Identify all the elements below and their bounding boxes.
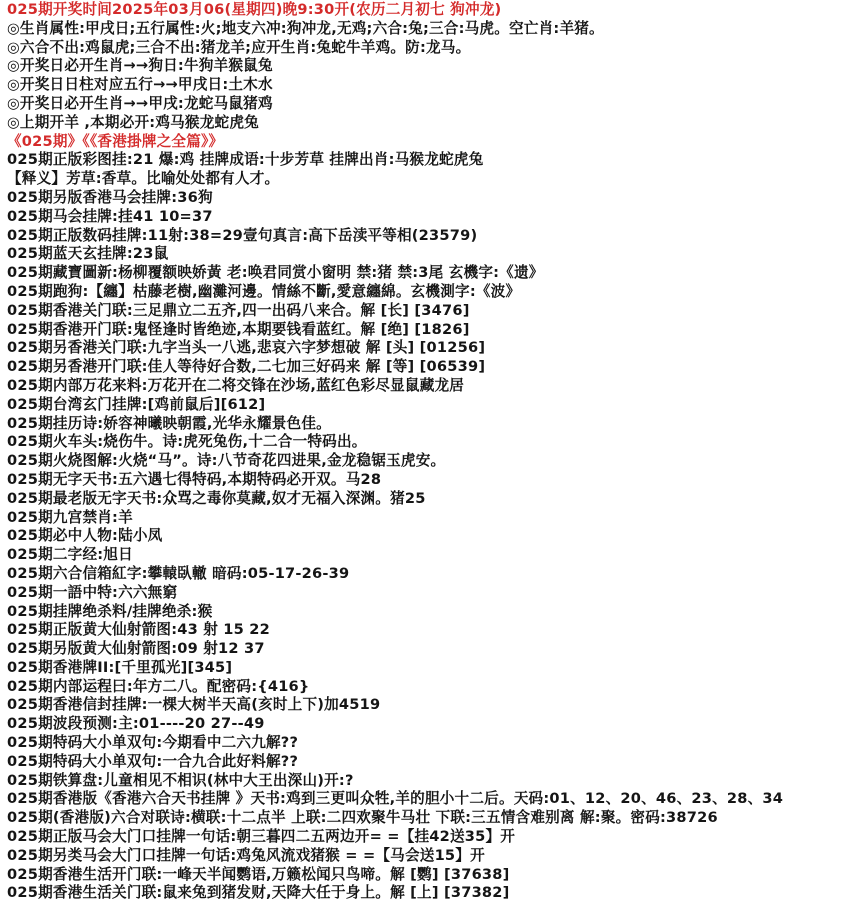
text-line: 025期挂牌绝杀料/挂牌绝杀:猴 bbox=[7, 602, 213, 620]
text-line: 025期另版香港马会挂牌:36狗 bbox=[7, 188, 213, 206]
text-line: 025期挂历诗:娇容神曦映朝霞,光华永耀景色佳。 bbox=[7, 414, 331, 432]
text-line: 【释义】芳草:香草。比喻处处都有人才。 bbox=[7, 170, 280, 188]
text-line: 025期火车头:烧伤牛。诗:虎死兔伤,十二合一特码出。 bbox=[7, 433, 367, 451]
text-line: 025期蓝天玄挂牌:23鼠 bbox=[7, 245, 169, 263]
text-line: 025期内部万花来料:万花开在二将交锋在沙场,蓝红色彩尽显鼠藏龙居 bbox=[7, 376, 465, 394]
text-line: 025期另香港开门联:佳人等待好合数,二七加三好码来 解 [等] [06539] bbox=[7, 358, 486, 376]
text-line: 025期另类马会大门口挂牌一句话:鸡兔风流戏猪猴 = =【马会送15】开 bbox=[7, 846, 485, 864]
text-line: 025期(香港版)六合对联诗:横联:十二点半 上联:二四欢聚牛马壮 下联:三五情含难别离 解:聚。密码:38726 bbox=[7, 809, 718, 827]
text-line: 025期九宫禁肖:羊 bbox=[7, 508, 133, 526]
text-line: 025期内部运程曰:年方二八。配密码:{416} bbox=[7, 677, 310, 695]
text-line: 025期正版数码挂牌:11射:38=29壹句真言:高下岳渎平等相(23579) bbox=[7, 226, 478, 244]
text-line: ◎上期开羊 ,本期必开:鸡马猴龙蛇虎兔 bbox=[7, 113, 259, 131]
text-line: 025期香港信封挂牌:一棵大树半天高(亥时上下)加4519 bbox=[7, 696, 381, 714]
text-line: 025期无字天书:五六遇七得特码,本期特码必开双。马28 bbox=[7, 470, 382, 488]
text-line: 025期香港版《香港六合天书挂牌 》天书:鸡到三更叫众牲,羊的胆小十二后。天码:01、12、20、46、23、28、34 bbox=[7, 790, 784, 808]
text-line: 025期跑狗:【纏】枯藤老樹,幽灘河邊。情絲不斷,愛意纏綿。玄機測字:《波》 bbox=[7, 282, 521, 300]
text-line: 025期香港开门联:鬼怪逢时皆绝迹,本期要钱看蓝红。解 [绝] [1826] bbox=[7, 320, 470, 338]
text-line: 025期必中人物:陆小凤 bbox=[7, 527, 163, 545]
text-line: 025期正版马会大门口挂牌一句话:朝三暮四二五两边开= =【挂42送35】开 bbox=[7, 828, 516, 846]
text-line: 025期铁算盘:儿童相见不相识(林中大王出深山)开:? bbox=[7, 771, 354, 789]
text-line: 025期正版黄大仙射箭图:43 射 15 22 bbox=[7, 621, 271, 639]
text-line: 025期正版彩图挂:21 爆:鸡 挂牌成语:十步芳草 挂牌出肖:马猴龙蛇虎兔 bbox=[7, 151, 484, 169]
text-line: 025期一語中特:六六無窮 bbox=[7, 583, 178, 601]
content-lines bbox=[7, 1, 846, 903]
text-line: 025期开奖时间2025年03月06(星期四)晚9:30开(农历二月初七 狗冲龙) bbox=[7, 1, 502, 18]
text-line: 025期特码大小单双句:今期看中二六九解?? bbox=[7, 734, 299, 752]
text-line: 025期香港牌II:[千里孤光][345] bbox=[7, 658, 233, 676]
text-line: ◎生肖属性:甲戌日;五行属性:火;地支六冲:狗冲龙,无鸡;六合:兔;三合:马虎。空亡肖:羊猪。 bbox=[7, 19, 604, 37]
text-line: 025期火烧图解:火烧“马”。诗:八节奇花四进果,金龙稳锯玉虎安。 bbox=[7, 452, 446, 470]
text-line: 025期马会挂牌:挂41 10=37 bbox=[7, 207, 213, 225]
text-line: ◎开奖日必开生肖→→甲戌:龙蛇马鼠猪鸡 bbox=[7, 94, 273, 112]
text-line: 025期香港生活开门联:一峰天半闻鹦语,万籁松闻只鸟啼。解 [鹦] [37638] bbox=[7, 865, 510, 883]
text-line: 025期二字经:旭日 bbox=[7, 546, 133, 564]
text-line: ◎开奖日日柱对应五行→→甲戌日:土木水 bbox=[7, 76, 273, 94]
text-line: 025期六合信箱紅字:攀轅臥轍 暗码:05-17-26-39 bbox=[7, 564, 350, 582]
text-line: 025期另版黄大仙射箭图:09 射12 37 bbox=[7, 640, 265, 658]
text-line: 025期另香港关门联:九字当头一八逃,悲哀六字梦想破 解 [头] [01256] bbox=[7, 339, 486, 357]
text-line: 025期香港关门联:三足鼎立二五齐,四一出码八来合。解 [长] [3476] bbox=[7, 301, 470, 319]
text-line: 025期最老版无字天书:众骂之毒你莫藏,奴才无福入深渊。猪25 bbox=[7, 489, 426, 507]
text-line: 025期香港生活关门联:鼠来兔到猪发财,天降大任于身上。解 [上] [37382] bbox=[7, 884, 510, 902]
text-line: 025期波段预测:主:01----20 27--49 bbox=[7, 715, 265, 733]
text-line: 《025期》《《香港掛牌之全篇》》 bbox=[7, 132, 224, 150]
text-line: 025期藏寶圖新:杨柳覆额映娇黃 老:唤君同赏小窗明 禁:猪 禁:3尾 玄機字:《遗》 bbox=[7, 264, 544, 282]
text-line: ◎六合不出:鸡鼠虎;三合不出:猪龙羊;应开生肖:兔蛇牛羊鸡。防:龙马。 bbox=[7, 38, 471, 56]
text-line: 025期特码大小单双句:一合九合此好料解?? bbox=[7, 752, 299, 770]
text-line: 025期台湾玄门挂牌:[鸡前鼠后][612] bbox=[7, 395, 266, 413]
text-line: ◎开奖日必开生肖→→狗日:牛狗羊猴鼠兔 bbox=[7, 57, 273, 75]
